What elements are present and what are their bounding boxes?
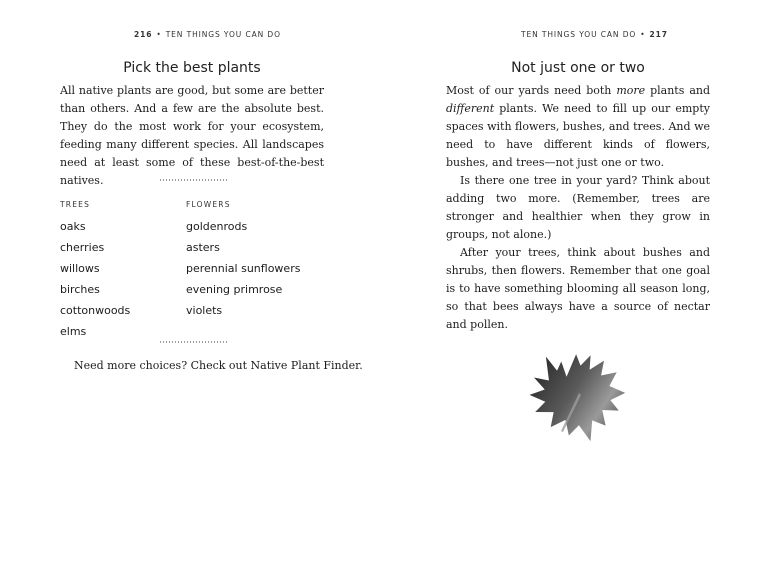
flower-item: evening primrose xyxy=(186,283,283,296)
page-number-right: 217 xyxy=(649,30,668,39)
page-number-left: 216 xyxy=(134,30,153,39)
flowers-heading: FLOWERS xyxy=(186,200,231,209)
maple-leaf-icon xyxy=(525,345,629,449)
paragraph-1-text: plants and xyxy=(645,84,710,97)
emphasis-more: more xyxy=(616,84,646,97)
right-body xyxy=(446,82,710,334)
tree-item: cottonwoods xyxy=(60,304,131,317)
flower-item: asters xyxy=(186,241,220,254)
running-head-separator: • xyxy=(640,30,646,39)
running-head-left xyxy=(134,30,281,39)
intro-paragraph xyxy=(60,82,324,190)
running-head-right xyxy=(521,30,668,39)
flowers-column xyxy=(186,199,300,321)
section-title-left: Pick the best plants xyxy=(123,60,261,76)
section-title-right: Not just one or two xyxy=(511,60,645,76)
right-page xyxy=(384,0,768,566)
tree-item: cherries xyxy=(60,241,105,254)
running-head-separator: • xyxy=(156,30,162,39)
flower-item: violets xyxy=(186,304,223,317)
running-head-title-left: TEN THINGS YOU CAN DO xyxy=(165,30,281,39)
paragraph-1 xyxy=(446,82,710,172)
dotted-divider-bottom xyxy=(159,341,229,343)
tree-item: willows xyxy=(60,262,100,275)
paragraph-1-text: plants. We need to fill up our empty spaces with flowers, bushes, and trees. And we need to have different kinds of flowers, bushes, and trees—not just one or two. xyxy=(446,102,710,169)
flower-item: perennial sunflowers xyxy=(186,262,301,275)
paragraph-3: After your trees, think about bushes and shrubs, then flowers. Remember that one goal is to have something blooming all season long, so that bees always have a source of nectar and pollen. xyxy=(446,246,710,331)
tree-item: birches xyxy=(60,283,100,296)
dotted-divider-top xyxy=(159,179,229,181)
intro-text: All native plants are good, but some are better than others. And a few are the absolute best. They do the most work for your ecosystem, feeding many different species. All landscapes need at least some of these best-of-the-best natives. xyxy=(60,84,324,187)
trees-heading: TREES xyxy=(60,200,91,209)
trees-column xyxy=(60,199,130,342)
flower-item: goldenrods xyxy=(186,220,248,233)
emphasis-different: different xyxy=(446,102,495,115)
tree-item: elms xyxy=(60,325,87,338)
paragraph-1-text: Most of our yards need both xyxy=(446,84,617,97)
closing-note: Need more choices? Check out Native Plant Finder. xyxy=(74,359,363,372)
running-head-title-right: TEN THINGS YOU CAN DO xyxy=(521,30,637,39)
paragraph-2: Is there one tree in your yard? Think about adding two more. (Remember, trees are stronger and healthier when they grow in groups, not alone.) xyxy=(446,174,710,241)
tree-item: oaks xyxy=(60,220,86,233)
